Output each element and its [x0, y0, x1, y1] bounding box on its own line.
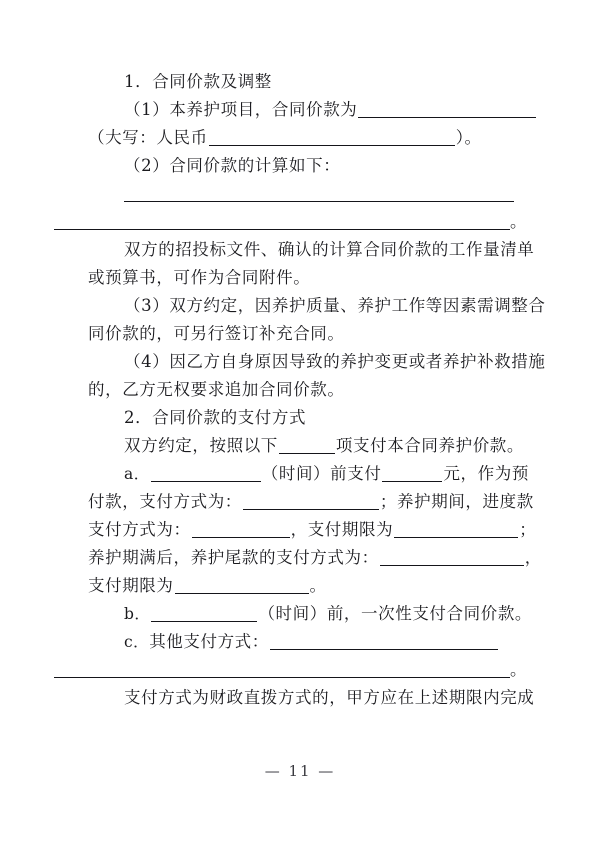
paragraph-bid-docs-text-1: 双方的招投标文件、确认的计算合同价款的工作量清单 [124, 240, 535, 259]
option-c-line [88, 628, 514, 656]
item-1-1-marker: （1） [124, 100, 170, 119]
calculation-rule-line-2 [54, 208, 527, 236]
option-c-method-blank-1[interactable] [270, 634, 498, 650]
item-1-4-text-1: 因乙方自身原因导致的养护变更或者养护补救措施 [169, 352, 546, 371]
option-b-marker: b． [124, 605, 151, 623]
item-1-3-text-2: 同价款的，可另行签订补充合同。 [88, 324, 345, 343]
contract-price-blank[interactable] [358, 102, 536, 118]
option-a-date-blank[interactable] [151, 466, 261, 482]
option-a-progress-term-blank[interactable] [394, 522, 518, 538]
paragraph-bid-docs-line-2 [88, 264, 514, 292]
item-1-3-marker: （3） [124, 296, 170, 315]
option-a-l2-before: 付款，支付方式为： [88, 492, 242, 511]
option-a-progress-method-blank[interactable] [192, 522, 290, 538]
heading-section-1 [88, 68, 514, 96]
option-a-final-method-blank[interactable] [380, 550, 524, 566]
item-1-4-line-2 [88, 376, 514, 404]
option-b-after: （时间）前，一次性支付合同价款。 [258, 604, 533, 623]
payment-option-blank[interactable] [279, 438, 335, 454]
contract-price-uppercase-blank[interactable] [209, 130, 455, 146]
calculation-blank-2[interactable] [54, 213, 510, 230]
heading-section-1-text: 1．合同价款及调整 [124, 72, 272, 91]
item-1-1-text: 本养护项目，合同价款为 [169, 100, 358, 119]
option-a-marker: a． [124, 465, 150, 483]
option-a-l3-mid: ，支付期限为 [290, 520, 394, 539]
section-2-intro-line [88, 432, 525, 460]
option-c-period: 。 [510, 660, 527, 679]
option-a-l5-before: 支付期限为 [88, 576, 174, 595]
section-2-intro-after: 项支付本合同养护价款。 [335, 436, 525, 455]
item-1-1-uppercase-label: （大写：人民币 [88, 128, 208, 147]
option-a-line-3 [88, 516, 537, 544]
option-a-line-4 [88, 544, 542, 572]
option-a-l2-after: ；养护期间，进度款 [379, 492, 534, 511]
item-1-1-line-2 [88, 124, 514, 152]
calculation-blank-2-period: 。 [510, 212, 527, 231]
option-a-line-5 [88, 572, 514, 600]
calculation-rule-line-1 [88, 180, 514, 208]
item-1-4-line-1 [88, 348, 546, 376]
option-a-l1-mid: （时间）前支付 [261, 464, 382, 483]
heading-section-2 [88, 404, 514, 432]
calculation-blank-1[interactable] [124, 185, 514, 202]
option-a-l1-end: 元，作为预 [443, 464, 529, 483]
item-1-4-text-2: 的，乙方无权要求追加合同价款。 [88, 380, 345, 399]
option-c-method-blank-2[interactable] [54, 661, 510, 678]
option-a-line-1 [88, 460, 529, 488]
option-b-line [88, 600, 533, 628]
item-1-2-marker: （2） [124, 156, 170, 175]
item-1-4-marker: （4） [124, 352, 170, 371]
section-2-closing-text: 支付方式为财政直拨方式的，甲方应在上述期限内完成 [124, 688, 535, 707]
option-a-l5-after: 。 [309, 576, 327, 595]
item-1-3-text-1: 双方约定，因养护质量、养护工作等因素需调整合 [169, 296, 546, 315]
option-a-l4-before: 养护期满后，养护尾款的支付方式为： [88, 548, 379, 567]
option-a-l4-after: ， [524, 548, 542, 567]
page-number [0, 762, 600, 780]
option-a-l3-before: 支付方式为： [88, 520, 191, 539]
item-1-1-close: ）。 [455, 128, 482, 147]
item-1-2-text: 合同价款的计算如下： [169, 156, 341, 175]
section-2-intro-before: 双方约定，按照以下 [124, 436, 278, 455]
option-b-date-blank[interactable] [151, 606, 257, 622]
option-a-l3-after: ； [519, 520, 537, 539]
item-1-3-line-1 [88, 292, 546, 320]
item-1-2-line [88, 152, 514, 180]
item-1-3-line-2 [88, 320, 514, 348]
option-a-prepay-amount-blank[interactable] [382, 466, 442, 482]
option-c-label: 其他支付方式： [149, 632, 269, 651]
option-c-rule-line [54, 656, 527, 684]
document-body [88, 68, 546, 712]
section-2-closing-line [88, 684, 535, 712]
item-1-1-line-1 [88, 96, 514, 124]
option-a-final-term-blank[interactable] [175, 578, 309, 594]
option-a-line-2 [88, 488, 534, 516]
option-a-prepay-method-blank[interactable] [243, 494, 379, 510]
option-c-marker: c． [124, 633, 150, 651]
page-number-text: — 11 — [264, 762, 336, 780]
heading-section-2-text: 2．合同价款的支付方式 [124, 408, 307, 427]
paragraph-bid-docs-text-2: 或预算书，可作为合同附件。 [88, 268, 311, 287]
paragraph-bid-docs-line-1 [88, 236, 535, 264]
